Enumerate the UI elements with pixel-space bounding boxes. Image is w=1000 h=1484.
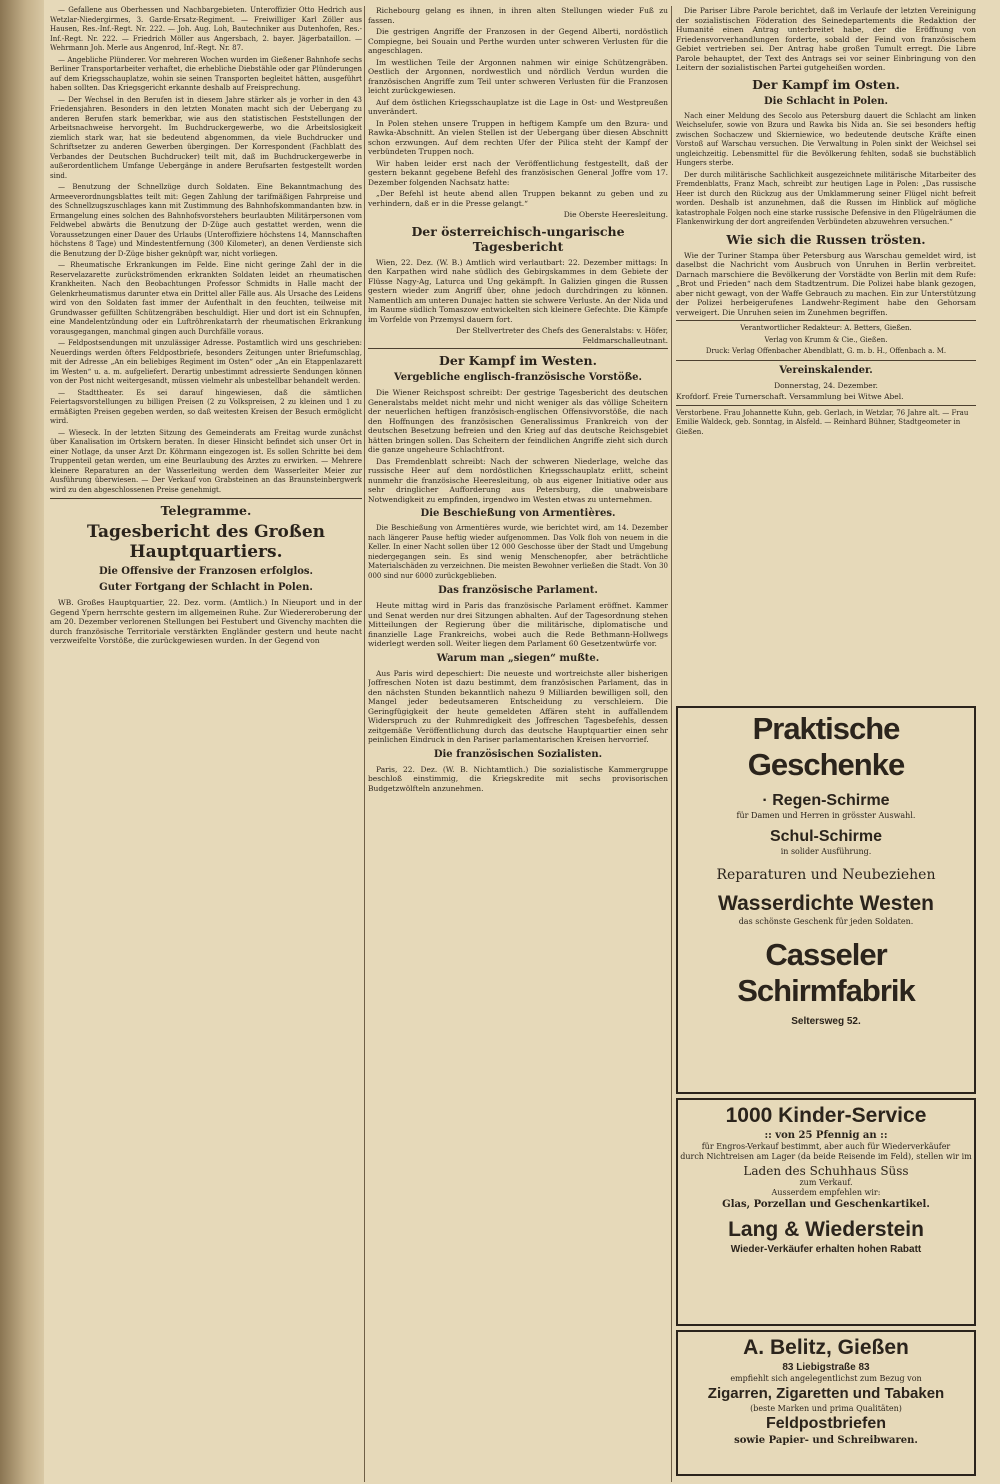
ad-line: Wieder-Verkäufer erhalten hohen Rabatt [730, 1244, 922, 1255]
ad-line: das schönste Geschenk für jeden Soldaten. [738, 917, 914, 926]
vorstoesse-subheading: Vergebliche englisch-französische Vorstöße. [393, 372, 643, 383]
article-polen: In Polen stehen unsere Truppen in heftigem Kampfe um den Bzura- und Rawka-Abschnitt. An vielen Stellen ist der Uebergang über diesen Abschnitt schon erzwungen. Auf dem rechten Ufer der Pilica steht der Kampf der verbündeten Truppen noch. [368, 118, 668, 156]
article-befehl: „Der Befehl ist heute abend allen Truppen bekannt zu geben und zu verhindern, daß er in die Presse gelangt.“ [368, 189, 668, 208]
ad-line: Glas, Porzellan und Geschenkartikel. [722, 1199, 930, 1210]
tagesbericht-heading: Tagesbericht des Großen Hauptquartiers. [86, 522, 325, 562]
vereinskalender-date: Donnerstag, 24. Dezember. [774, 380, 878, 390]
article-rheuma: — Rheumatische Erkrankungen im Felde. Eine nicht geringe Zahl der in die Reservelazarette zurückströmenden erkrankten Soldaten leidet an rheumatischen Krankheiten. Nach den Beobachtungen Professor Schmidts in Halle macht der Gelenkrheumatismus darunter etwa ein Drittel aller Fälle aus. Als Ursache des Leidens wird von den Soldaten fast immer der Aufenthalt in den feuchten, teilweise mit Grundwasser gefüllten Schützengräben beschuldigt. Hier und dort ist ein Schnupfen, eine Mandelentzündung oder ein Luftröhrenkatarrh der rheumatischen Erkrankung vorausgegangen, manchmal gingen auch Durchfälle voraus. [50, 261, 362, 336]
ad-line: zum Verkauf. [799, 1178, 853, 1187]
ad-line: für Engros-Verkauf bestimmt, aber auch für Wiederverkäufer [701, 1142, 951, 1151]
article-richebourg: Richebourg gelang es ihnen, in ihren alten Stellungen wieder Fuß zu fassen. [368, 6, 668, 25]
ad-line: für Damen und Herren in grösster Auswahl. [736, 811, 916, 820]
polen-subheading: Guter Fortgang der Schlacht in Polen. [99, 582, 313, 593]
russen-heading: Wie sich die Russen trösten. [726, 231, 926, 247]
verstorbene-notice: Verstorbene. Frau Johannette Kuhn, geb. Gerlach, in Wetzlar, 76 Jahre alt. — Frau Emilie Waldeck, geb. Sonntag, in Alsfeld. — Reinhard Bühner, Stadtgeometer in Gießen. [676, 408, 969, 436]
advertisements [676, 706, 976, 1480]
article-schnellzuege: — Benutzung der Schnellzüge durch Soldaten. Eine Bekanntmachung des Armeeverordnungsblattes teilt mit: Gegen Zahlung der tarifmäßigen Fahrpreise und des Schnellzugszuschlages kann mit Zustimmung des Bahnhofskommandanten bzw. in Ermangelung eines solchen des Bahnhofsvorstehers beurlaubten Militärpersonen vom Feldwebel abwärts die Benutzung der D-Züge auch gestattet werden, wenn die Voraussetzungen einer Dauer des Urlaubs (Unteroffiziere höchstens 14, Mannschaften höchstens 8 Tage) und Mindestentfernung (300 Kilometer), an denen Verdienste sich die Benutzung der D-Züge bisher geknüpft war, nicht vorliegen. [50, 183, 362, 258]
ad-line: Zigarren, Zigaretten und Tabaken [707, 1385, 945, 1402]
article-secolo: Nach einer Meldung des Secolo aus Petersburg dauert die Schlacht am linken Weichselufer, sowie von Bzura und Rawka bis Nida an. Sie sei besonders heftig zwischen Sochaczew und Skierniewice, wo bedeutende deutsche Kräfte einen Vorstoß auf Warschau versuchen. Die Verwaltung in Polen sinkt der Weichsel sei ungleichzeitig. Lebensmittel für die Bevölkerung fehlten, sodaß sie buchstäblich Hungers sterbe. [676, 111, 976, 167]
column-rule [671, 6, 672, 1482]
divider [676, 320, 976, 321]
ad-line: :: von 25 Pfennig an :: [764, 1130, 888, 1141]
article-joffre: Wir haben leider erst nach der Veröffentlichung festgestellt, daß der gestern bekannt gegebene Befehl des französischen General Joffre vom 17. Dezember folgenden Nachsatz hatte: [368, 158, 668, 187]
siegen-heading: Warum man „siegen“ mußte. [436, 652, 600, 664]
article-hauptquartier: WB. Großes Hauptquartier, 22. Dez. vorm. (Amtlich.) In Nieuport und in der Gegend Ypern herrschte gestern im allgemeinen Ruhe. Zur Wiedereroberung der am 20. Dezember verlorenen Stellungen bei Festubert und Givenchy machten die durch französische Territoriale verstärkten Engländer gestern und heute nacht verzweifelte Vorstöße, die zurückgewiesen wurden. In der Gegend von [50, 598, 362, 645]
column-3 [676, 6, 976, 706]
vereinskalender-entry: Krofdorf. Freie Turnerschaft. Versammlung bei Witwe Abel. [676, 392, 904, 401]
vereinskalender-heading: Vereinskalender. [779, 364, 873, 376]
osten-heading: Der Kampf im Osten. [752, 76, 900, 92]
westen-heading: Der Kampf im Westen. [439, 353, 597, 368]
ad-line: empfiehlt sich angelegentlichst zum Bezug von [730, 1374, 922, 1383]
ad-line: Laden des Schuhhaus Süss [743, 1164, 909, 1178]
divider [676, 405, 976, 406]
ad-line: Lang & Wiederstein [728, 1218, 924, 1241]
ad-title: 1000 Kinder-Service [725, 1104, 927, 1127]
article-parlament: Heute mittag wird in Paris das französische Parlament eröffnet. Kammer und Senat werden nur drei Sitzungen abhalten. Auf der Tagesordnung stehen Mitteilungen der Regierung über die militärische, diplomatische und finanzielle Lage Frankreichs, wobei auch die Rede Bethmann-Hollwegs widerlegt werden soll. Weiter liegen dem Parlament 60 Gesetzentwürfe vor. [368, 601, 668, 648]
article-feldpost: — Feldpostsendungen mit unzulässiger Adresse. Postamtlich wird uns geschrieben: Neuerdings werden öfters Feldpostbriefe, besonders Zeitungen unter Briefumschlag, mit der Adresse „An ein beliebiges Regiment im Osten“ oder „An ein Etappenlazarett im Westen“ u. a. m. aufgeliefert. Derartig unbestimmt adressierte Sendungen können von der Post nicht weitergesandt, müssen vielmehr als unbestellbar behandelt werden. [50, 339, 362, 385]
article-alberti: Die gestrigen Angriffe der Franzosen in der Gegend Alberti, nordöstlich Compiegne, bei Souain und Perthe wurden unter schweren Verlusten für die angeschlagen. [368, 27, 668, 55]
column-rule [364, 6, 365, 1482]
ad-line: Ausserdem empfehlen wir: [771, 1188, 881, 1197]
ad-line: (beste Marken und prima Qualitäten) [750, 1404, 902, 1413]
previous-page-edge [0, 0, 44, 1484]
imprint-verlag: Verlag von Krumm & Cie., Gießen. [764, 335, 888, 344]
article-armentieres: Die Beschießung von Armentières wurde, wie berichtet wird, am 14. Dezember nach längerer Pause heftig wieder aufgenommen. Das Volk floh von neuem in die Keller. In einer Nacht sollen über 12 000 Geschosse über der Stadt und Umgebung niedergegangen sein. Es sind wenig Menschenopfer, aber beträchtliche Materialschäden zu verzeichnen. Die meisten Bewohner verließen die Stadt. Von 30 000 sind nur 6000 zurückgeblieben. [368, 524, 668, 580]
article-berufswechsel: — Der Wechsel in den Berufen ist in diesem Jahre stärker als je vorher in den 43 Friedensjahren. Besonders in den letzten Monaten macht sich der Uebergang zu anderen Berufen stark bemerkbar, wie aus den statistischen Feststellungen der Arbeitsnachweise hervorgeht. Im Buchdruckergewerbe, wo die Arbeitslosigkeit ziemlich stark war, hat sie bedeutend abgenommen, da viele Buchdrucker und Schriftsetzer zu anderen Gewerben übergingen. Der Korrespondent (Fachblatt des Verbandes der Deutschen Buchdrucker) teilt mit, daß im Buchdruckergewerbe in außerordentlichem Umfange Uebergänge in andere Berufsarten festgestellt worden sind. [50, 95, 362, 180]
parlament-heading: Das französische Parlament. [438, 585, 598, 596]
article-libre-parole: Die Pariser Libre Parole berichtet, daß im Verlaufe der letzten Vereinigung der sozialistischen Föderation des Seinedepartements die Redaktion der Humanité einen Antrag unterbreitet habe, der die Eröffnung von Friedensvorverhandlungen forderte, sobald der Feind von französischem Gebiet vertrieben sei. Der Antrag habe großen Tumult erregt. Die Libre Parole behauptet, der Text des Antrags sei vor seiner Einbringung von den Leitern der sozialistischen Partei gutgeheißen worden. [676, 6, 976, 72]
article-stampa: Wie der Turiner Stampa über Petersburg aus Warschau gemeldet wird, ist daselbst die Nachricht vom Ausbruch von Unruhen in Berlin verbreitet. Darnach marschiere die Bevölkerung der Vorstädte von Berlin mit dem Rufe: „Brot und Frieden“ nach dem Stadtzentrum. Die Polizei habe blank gezogen, aber nicht gewagt, von der Waffe Gebrauch zu machen. Ein zur Unterstützung der Polizei herbeigerufenes Landwehr-Regiment habe den Gehorsam verweigert. Die Unruhen seien im Zunehmen begriffen. [676, 250, 976, 317]
ad-line: Casseler Schirmfabrik [737, 937, 915, 1008]
column-2 [368, 6, 668, 1482]
armentieres-heading: Die Beschießung von Armentières. [420, 508, 616, 519]
article-ostpreussen: Auf dem östlichen Kriegsschauplatze ist die Lage in Ost- und Westpreußen unverändert. [368, 97, 668, 116]
column-1 [50, 6, 362, 1482]
ad-line: Seltersweg 52. [791, 1016, 861, 1027]
article-mach: Der durch militärische Sachlichkeit ausgezeichnete militärische Mitarbeiter des Fremdenblatts, Franz Mach, schreibt zur heutigen Lage in Polen: „Das russische Heer ist durch den Rückzug aus der Umklammerung seiner Flügel nicht befreit worden. Deshalb ist anzunehmen, daß die Russen im Hinblick auf mögliche katastrophale Folgen noch eine starke russische Defensive in den Flügelräumen die Flankenwirkung der dort angreifenden Verbündeten abzuwehren versuchen.“ [676, 170, 976, 226]
offensive-subheading: Die Offensive der Franzosen erfolglos. [98, 566, 314, 577]
telegramme-heading: Telegramme. [160, 503, 252, 518]
ad-line: sowie Papier- und Schreibwaren. [734, 1435, 918, 1446]
article-fremdenblatt: Das Fremdenblatt schreibt: Nach der schweren Niederlage, welche das russische Heer auf dem nordöstlichen Kriegsschauplatz erlitt, scheint nunmehr die französische Heeresleitung, ob aus eigener Initiative oder aus sehr dringlicher Aufforderung aus Petersburg, die unabweisbare Notwendigkeit zu empfinden, irgendwo im Westen etwas zu unternehmen. [368, 456, 668, 504]
article-wieseck: — Wieseck. In der letzten Sitzung des Gemeinderats am Freitag wurde zunächst über Kanalisation im Ortskern beraten. In dieser Hinsicht befindet sich unser Ort in einer Notlage, da unser Arzt Dr. Köhrmann eingezogen ist. Es sollen Schritte bei dem Truppenteil getan werden, um eine Beurlaubung des Arztes zu erwirken. — Mehrere kleinere Reparaturen an der Wasserleitung werden dem Wasserleiter Meier zur Ausführung überwiesen. — Der Verkauf von Grabsteinen an das Braunsteinbergwerk wird zu den abgeschlossenen Preise genehmigt. [50, 428, 362, 494]
ad-line: durch Nichtreisen am Lager (da beide Reisende im Feld), stellen wir im [680, 1152, 972, 1161]
article-siegen: Aus Paris wird depeschiert: Die neueste und wortreichste aller bisherigen Joffreschen Noten ist dazu bestimmt, dem französischen Parlament, das in den nächsten Stunden bekanntlich nahezu 9 Milliarden bewilligen soll, den Mangel jeder bedeutsameren Entscheidung zu verschleiern. Die Geringfügigkeit der heute gemeldeten Affären steht in auffallendem Widerspruch zu der Ruhmredigkeit des Joffreschen Tagesbefehls, dessen zeitgemäße Veröffentlichung durch das deutsche Hauptquartier einen sehr peinlichen Eindruck in den Pariser parlamentarischen Kreisen hervorrief. [368, 668, 668, 744]
article-sozialisten: Paris, 22. Dez. (W. B. Nichtamtlich.) Die sozialistische Kammergruppe beschloß einstimmig, die Kriegskredite mit sechs provisorischen Budgetzwölfteln anzunehmen. [368, 764, 668, 793]
article-pluenderer: — Angebliche Plünderer. Vor mehreren Wochen wurden im Gießener Bahnhofe sechs Berliner Transportarbeiter verhaftet, die erhebliche Diebstähle oder gar Plünderungen auf dem Kriegsschauplatze, wohin sie seinen Transporten begleitet hätten, ausgeführt haben sollten. Das Kriegsgericht erkannte deshalb auf Freisprechung. [50, 55, 362, 92]
ad-lang-wiederstein [676, 1098, 976, 1326]
oesterreich-heading: Der österreichisch-ungarische Tagesbericht [411, 223, 625, 254]
signature-hoefer: Der Stellvertreter des Chefs des Generalstabs: v. Höfer, Feldmarschalleutnant. [455, 326, 668, 345]
sozialisten-heading: Die französischen Sozialisten. [433, 748, 603, 760]
article-reichspost: Die Wiener Reichspost schreibt: Der gestrige Tagesbericht des deutschen Generalstabs meldet nicht mehr und nicht weniger als das völlige Scheitern der neuerlichen heftigen französisch-englischen Offensivvorstöße, die nach den Hoffnungen des französischen Generalissimus Frankreich von der deutschen Besetzung befreien und den Krieg auf das deutsche Reichsgebiet hätten bringen sollen. Das Scheitern der feindlichen Angriffe zieht sich durch die ganze ungeheure Schlachtfront. [368, 388, 668, 454]
ad-title: A. Belitz, Gießen [743, 1336, 909, 1359]
ad-line: Schul-Schirme [769, 828, 883, 845]
article-argonnen: Im westlichen Teile der Argonnen nahmen wir einige Schützengräben. Oestlich der Argonnen, nordwestlich und nördlich Verdun wurden die französischen Angriffe zum Teil unter schweren Verlusten für die Franzosen leicht zurückgewiesen. [368, 57, 668, 95]
divider [368, 348, 668, 349]
divider [676, 360, 976, 361]
ad-line: Reparaturen und Neubeziehen [716, 867, 936, 883]
signature-heeresleitung: Die Oberste Heeresleitung. [563, 210, 668, 219]
imprint-druck: Druck: Verlag Offenbacher Abendblatt, G. m. b. H., Offenbach a. M. [705, 347, 947, 355]
divider [50, 498, 362, 499]
schlacht-polen-subheading: Die Schlacht in Polen. [763, 95, 889, 107]
article-stadttheater: — Stadttheater. Es sei darauf hingewiesen, daß die sämtlichen Feiertagsvorstellungen zu billigen Preisen (2 zu Volkspreisen, 2 zu kleinen und 1 zu ermäßigten Preisen gegeben werden, so daß weitesten Kreisen der Besuch ermöglicht wird. [50, 388, 362, 425]
article-wien: Wien, 22. Dez. (W. B.) Amtlich wird verlautbart: 22. Dezember mittags: In den Karpathen wird nahe südlich des Gebirgskammes in dem Gebiete der Flüsse Nagy-Ag, Laturca und Ung gekämpft. In Galizien gingen die Russen gestern wieder zum Angriff über, ohne jedoch durchdringen zu können. Namentlich am unteren Dunajec hatten sie schwere Verluste. An der Nida und im Raume südlich Tomaszow entwickelten sich kleinere Gefechte. Die Kämpfe im Vorfelde von Przemysl dauern fort. [368, 257, 668, 324]
ad-casseler-schirmfabrik [676, 706, 976, 1094]
imprint-redakteur: Verantwortlicher Redakteur: A. Betters, Gießen. [740, 324, 912, 332]
ad-line: · Regen-Schirme [762, 792, 890, 809]
ad-line: 83 Liebigstraße 83 [782, 1362, 870, 1373]
article-gefallene: — Gefallene aus Oberhessen und Nachbargebieten. Unteroffizier Otto Hedrich aus Wetzlar-Niedergirmes, 3. Garde-Ersatz-Regiment. — Freiwilliger Karl Zöller aus Hausen, Res.-Inf.-Regt. Nr. 222. — Joh. Aug. Loh, Bautechniker aus Dutenhofen, Res.-Inf.-Regt. Nr. 222. — Friedrich Möller aus Angersbach, 2. bayer. Jägerbataillon. — Wehrmann Joh. Merle aus Angenrod, Inf.-Regt. Nr. 87. [50, 6, 362, 52]
ad-belitz [676, 1330, 976, 1476]
ad-line: Feldpostbriefen [765, 1415, 886, 1432]
ad-title: Praktische Geschenke [747, 711, 905, 782]
ad-line: Wasserdichte Westen [718, 892, 934, 915]
ad-line: in solider Ausführung. [780, 847, 872, 856]
